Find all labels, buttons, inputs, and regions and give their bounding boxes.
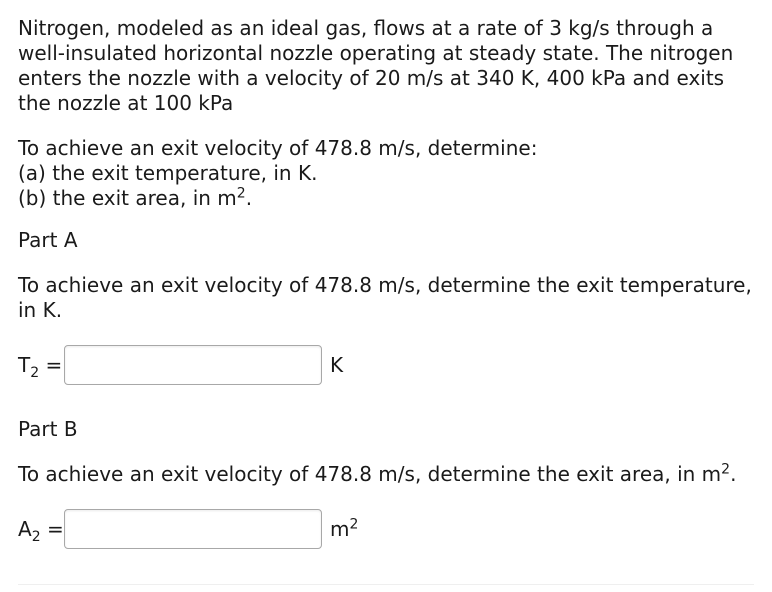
t2-subscript: 2 — [30, 364, 40, 381]
part-b-question — [18, 462, 758, 487]
part-b-answer-row — [18, 507, 758, 551]
task-b-text: (b) the exit area, in m — [18, 186, 237, 210]
task-list — [18, 136, 758, 211]
part-b-question-end: . — [730, 462, 737, 486]
task-intro: To achieve an exit velocity of 478.8 m/s, determine: — [18, 136, 538, 160]
task-b-end: . — [245, 186, 253, 210]
exit-area-input[interactable] — [64, 509, 322, 549]
part-a-question: To achieve an exit velocity of 478.8 m/s, determine the exit temperature, in K. — [18, 273, 752, 322]
part-b-question-superscript: 2 — [721, 461, 731, 478]
a2-subscript: 2 — [31, 528, 41, 545]
part-a-answer-label — [18, 352, 64, 381]
part-b-question-text: To achieve an exit velocity of 478.8 m/s, determine the exit area, in m — [18, 462, 722, 486]
a2-equals: = — [40, 516, 64, 541]
part-a-unit: K — [330, 352, 344, 377]
a2-symbol: A — [18, 516, 32, 541]
bottom-divider — [18, 584, 754, 585]
task-b-superscript: 2 — [236, 185, 246, 202]
t2-equals: = — [39, 352, 63, 377]
part-a-answer-row — [18, 343, 758, 387]
t2-symbol: T — [18, 352, 31, 377]
part-b-title: Part B — [18, 417, 78, 441]
part-b-unit-main: m — [330, 516, 350, 541]
part-b-answer-label — [18, 516, 64, 545]
problem-content — [18, 16, 758, 551]
task-a: (a) the exit temperature, in K. — [18, 161, 318, 185]
part-a-title: Part A — [18, 228, 78, 252]
task-b — [18, 186, 758, 211]
exit-temperature-input[interactable] — [64, 345, 322, 385]
problem-statement: Nitrogen, modeled as an ideal gas, flows at a rate of 3 kg/s through a well-insulated horizontal nozzle operating at steady state. The nitrogen enters the nozzle with a velocity of 20 m/s at 340 K, 400 kPa and exits the nozzle at 100 kPa — [18, 16, 734, 115]
part-b-unit — [330, 517, 358, 542]
part-b-unit-superscript: 2 — [349, 515, 359, 532]
